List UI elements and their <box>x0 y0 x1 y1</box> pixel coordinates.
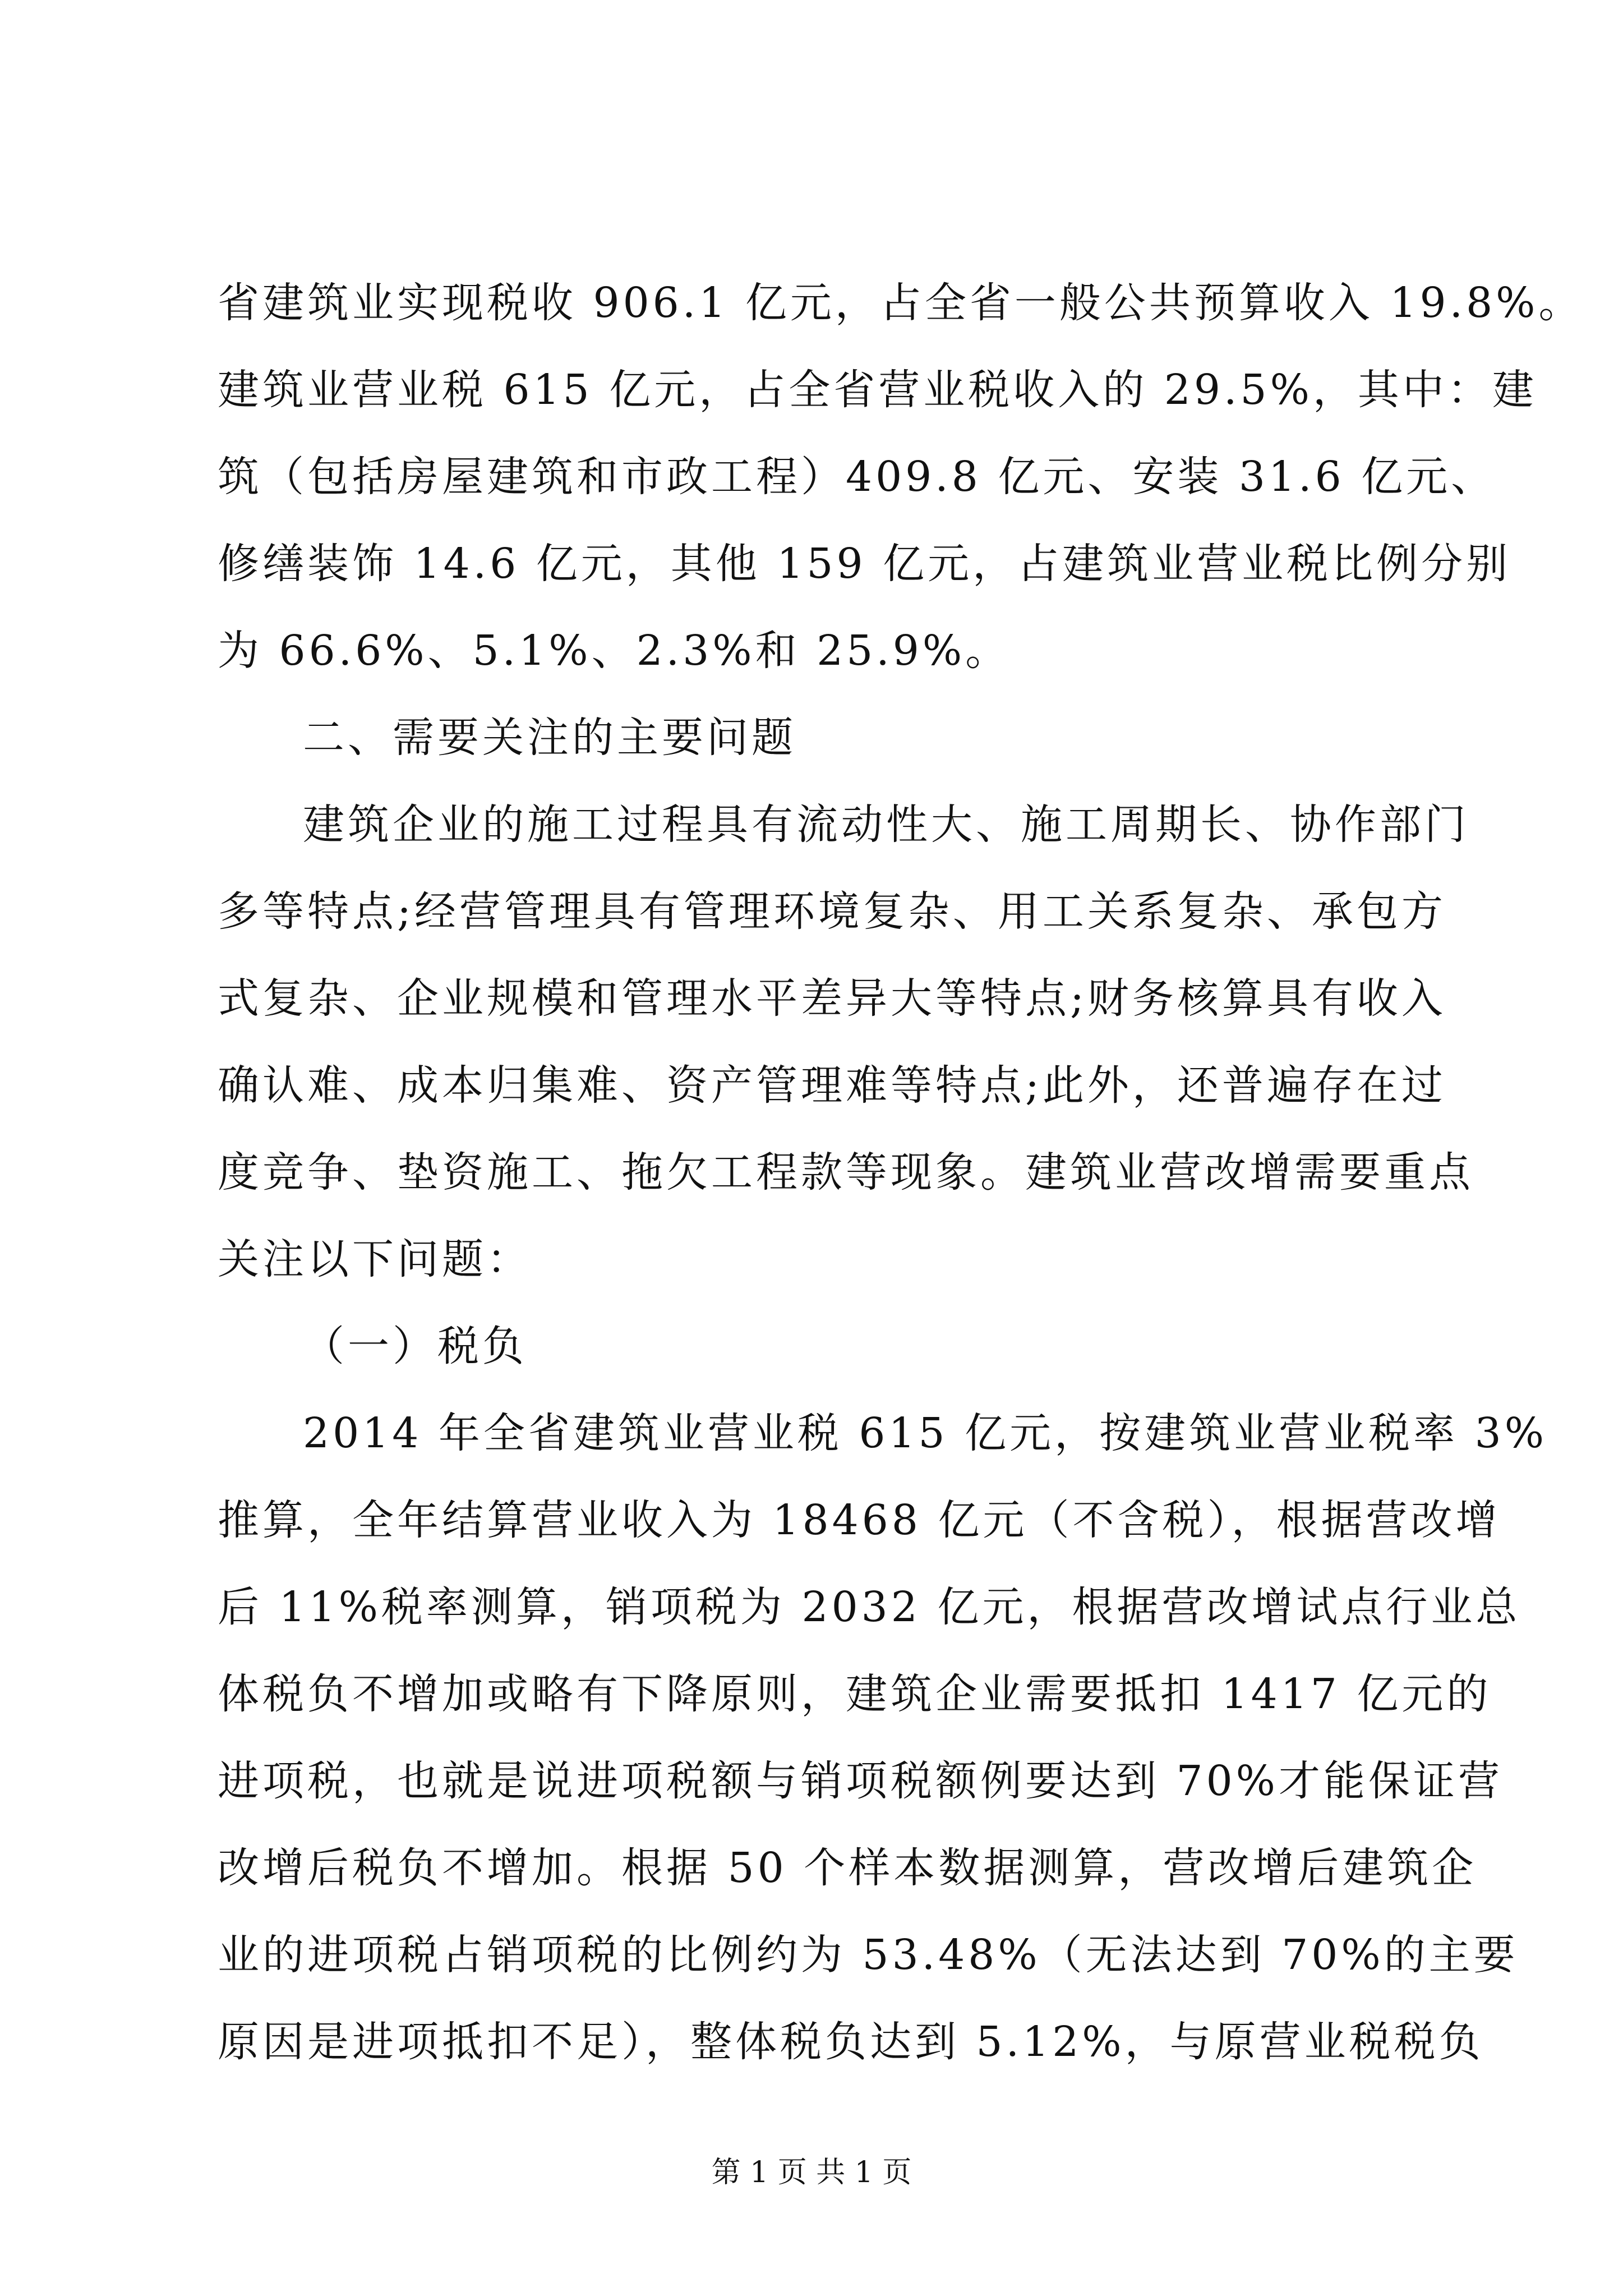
paragraph-line: 度竞争、垫资施工、拖欠工程款等现象。建筑业营改增需要重点 <box>218 1148 1474 1197</box>
paragraph-line: 建筑业营业税 615 亿元，占全省营业税收入的 29.5%，其中：建 <box>218 366 1537 414</box>
section-heading: 二、需要关注的主要问题 <box>303 714 796 762</box>
paragraph-line: 推算，全年结算营业收入为 18468 亿元（不含税），根据营改增 <box>218 1496 1501 1544</box>
paragraph-line: 确认难、成本归集难、资产管理难等特点;此外，还普遍存在过 <box>218 1061 1446 1110</box>
paragraph-line: 改增后税负不增加。根据 50 个样本数据测算，营改增后建筑企 <box>218 1844 1477 1892</box>
page-footer: 第 1 页 共 1 页 <box>711 2156 912 2189</box>
paragraph-line: 原因是进项抵扣不足），整体税负达到 5.12%，与原营业税税负 <box>218 2018 1484 2066</box>
paragraph-line: 省建筑业实现税收 906.1 亿元，占全省一般公共预算收入 19.8%。 <box>218 279 1584 327</box>
paragraph-line: 后 11%税率测算，销项税为 2032 亿元，根据营改增试点行业总 <box>218 1583 1521 1631</box>
paragraph-line: 业的进项税占销项税的比例约为 53.48%（无法达到 70%的主要 <box>218 1931 1519 1979</box>
paragraph-line: 式复杂、企业规模和管理水平差异大等特点;财务核算具有收入 <box>218 974 1446 1023</box>
paragraph-line: 2014 年全省建筑业营业税 615 亿元，按建筑业营业税率 3% <box>303 1409 1548 1457</box>
paragraph-line: 建筑企业的施工过程具有流动性大、施工周期长、协作部门 <box>303 800 1469 849</box>
subsection-heading: （一）税负 <box>303 1322 527 1370</box>
paragraph-line: 为 66.6%、5.1%、2.3%和 25.9%。 <box>218 627 1011 675</box>
paragraph-line: 多等特点;经营管理具有管理环境复杂、用工关系复杂、承包方 <box>218 887 1446 936</box>
paragraph-line: 进项税，也就是说进项税额与销项税额例要达到 70%才能保证营 <box>218 1757 1503 1805</box>
paragraph-line: 筑（包括房屋建筑和市政工程）409.8 亿元、安装 31.6 亿元、 <box>218 453 1496 501</box>
paragraph-line: 关注以下问题： <box>218 1235 532 1283</box>
paragraph-line: 修缮装饰 14.6 亿元，其他 159 亿元，占建筑业营业税比例分别 <box>218 540 1511 588</box>
paragraph-line: 体税负不增加或略有下降原则，建筑企业需要抵扣 1417 亿元的 <box>218 1670 1492 1718</box>
